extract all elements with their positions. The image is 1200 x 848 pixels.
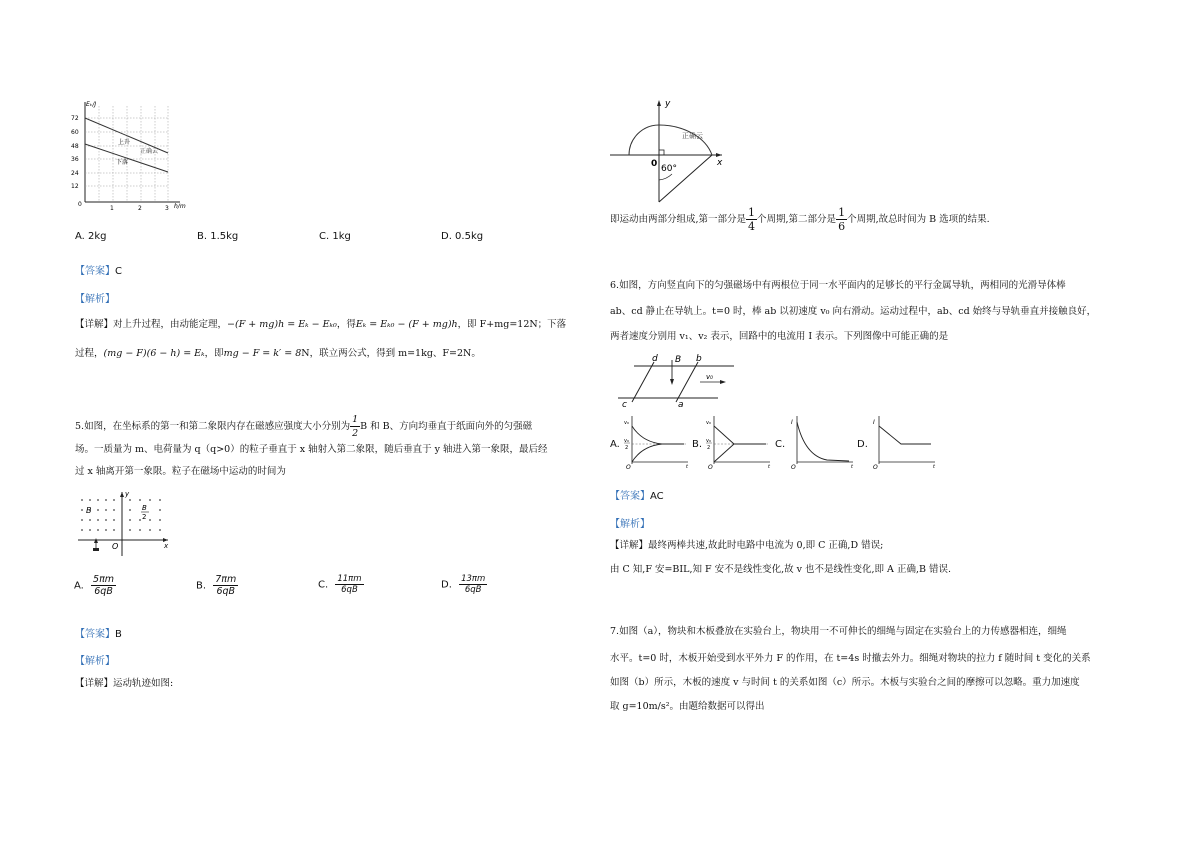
svg-text:2: 2 <box>142 513 147 521</box>
q6-option-d[interactable]: D. <box>857 439 868 450</box>
q5-analysis-tag: 【解析】 <box>75 656 115 667</box>
svg-text:t: t <box>851 464 853 470</box>
q5-option-a[interactable]: A. $\frac{5\pi m}{6qB}$ <box>74 574 115 597</box>
q4-analysis-tag: 【解析】 <box>75 294 115 305</box>
svg-text:O: O <box>112 542 119 551</box>
q4-option-d[interactable]: D. 0.5kg <box>441 231 484 242</box>
q4-option-a[interactable]: A. 2kg <box>75 231 107 242</box>
q6-analysis-tag: 【解析】 <box>610 519 650 530</box>
svg-text:3: 3 <box>165 205 169 212</box>
svg-text:v₀: v₀ <box>624 438 629 444</box>
svg-text:t: t <box>686 464 688 470</box>
answer-tag: 【答案】 <box>610 491 650 502</box>
svg-text:x: x <box>717 158 723 168</box>
q5-answer: B <box>115 629 122 640</box>
answer-tag: 【答案】 <box>75 266 115 277</box>
q4-detail-line-1: 【详解】对上升过程，由动能定理，−(F + mg)h = Eₖ − Eₖ₀，得Eₖ = Eₖ₀ − (F + mg)h，即 F+mg=12N；下落 <box>75 319 567 330</box>
svg-text:b: b <box>696 354 702 364</box>
svg-text:正确云: 正确云 <box>682 132 703 140</box>
q7-stem-line-3: 如图（b）所示，木板的速度 v 与时间 t 的关系如图（c）所示。木板与实验台之间的摩擦可以忽略。重力加速度 <box>610 677 1080 688</box>
q4-watermark: 正确云 <box>140 148 159 155</box>
q4-detail-line-2: 过程，(mg − F)(6 − h) = Eₖ，即mg − F = k′ = 8N，联立两公式，得到 m=1kg、F=2N。 <box>75 348 481 359</box>
svg-text:y: y <box>665 99 671 109</box>
svg-text:v₀: v₀ <box>706 420 711 426</box>
svg-text:I: I <box>873 419 875 426</box>
svg-text:0: 0 <box>651 159 658 169</box>
q4-x-axis-label: h/m <box>174 203 186 210</box>
q4-option-c[interactable]: C. 1kg <box>319 231 351 242</box>
svg-text:24: 24 <box>71 170 79 177</box>
svg-text:60°: 60° <box>661 164 677 174</box>
q7-stem-line-4: 取 g=10m/s²。由题给数据可以得出 <box>610 701 765 712</box>
svg-text:O: O <box>626 464 631 470</box>
q6-answer-line <box>610 487 664 502</box>
svg-text:c: c <box>622 400 627 408</box>
svg-text:O: O <box>708 464 713 470</box>
q5-answer-line <box>75 625 122 640</box>
svg-text:v₀: v₀ <box>706 438 711 444</box>
q5-option-b[interactable]: B. $\frac{7\pi m}{6qB}$ <box>196 574 237 597</box>
svg-text:1: 1 <box>110 205 114 212</box>
q5-trajectory-figure <box>606 96 728 206</box>
q4-up-label: 上升 <box>118 139 131 146</box>
q6-graph-b <box>704 414 772 470</box>
q6-option-a[interactable]: A. <box>610 439 620 450</box>
q6-stem-line-2: ab、cd 静止在导轨上。t=0 时，棒 ab 以初速度 v₀ 向右滑动。运动过程中，ab、cd 始终与导轨垂直并接触良好， <box>610 306 1097 317</box>
q4-down-label: 下落 <box>116 159 129 166</box>
svg-text:y: y <box>125 490 130 498</box>
q4-option-b[interactable]: B. 1.5kg <box>197 231 239 242</box>
q7-stem-line-1: 7.如图（a），物块和木板叠放在实验台上，物块用一不可伸长的细绳与固定在实验台上的力传感器相连，细绳 <box>610 626 1067 637</box>
svg-text:B: B <box>86 506 92 515</box>
svg-text:12: 12 <box>71 183 79 190</box>
q6-option-b[interactable]: B. <box>692 439 703 450</box>
svg-text:t: t <box>768 464 770 470</box>
svg-text:B: B <box>142 504 147 512</box>
svg-text:v₀: v₀ <box>706 373 713 381</box>
svg-text:B: B <box>675 355 682 365</box>
q5-detail-line: 【详解】运动轨迹如图: <box>75 678 174 689</box>
svg-text:2: 2 <box>625 445 629 451</box>
svg-text:x: x <box>164 542 169 550</box>
q5-stem-line-2: 场。一质量为 m、电荷量为 q（q>0）的粒子垂直于 x 轴射入第二象限，随后垂直于 y 轴进入第一象限，最后经 <box>75 444 548 455</box>
svg-text:0: 0 <box>78 201 82 208</box>
svg-text:I: I <box>791 419 793 426</box>
q6-graph-a <box>622 414 690 470</box>
q7-stem-line-2: 水平。t=0 时，木板开始受到水平外力 F 的作用，在 t=4s 时撤去外力。细绳对物块的拉力 f 随时间 t 变化的关系 <box>610 653 1091 664</box>
q6-answer: AC <box>650 491 664 502</box>
svg-text:d: d <box>652 354 658 364</box>
q5-field-figure <box>72 488 172 560</box>
q6-stem-line-3: 两者速度分别用 v₁、v₂ 表示，回路中的电流用 I 表示。下列图像中可能正确的是 <box>610 331 949 342</box>
q6-detail-line-2: 由 C 知,F 安=BIL,知 F 安不是线性变化,故 v 也不是线性变化,即 A 正确,B 错误. <box>610 564 951 575</box>
svg-text:36: 36 <box>71 156 79 163</box>
svg-text:O: O <box>873 464 878 470</box>
q5-option-c[interactable]: C. $\frac{11\pi m}{6qB}$ <box>318 574 362 595</box>
q5-stem-line-3: 过 x 轴离开第一象限。粒子在磁场中运动的时间为 <box>75 466 286 477</box>
svg-text:2: 2 <box>138 205 142 212</box>
answer-tag: 【答案】 <box>75 629 115 640</box>
q6-graph-d <box>869 414 937 470</box>
q5-conclusion: 即运动由两部分组成,第一部分是 $\frac{1}{4}$ 个周期,第二部分是 $\frac{1}{6}$ 个周期,故总时间为 B 选项的结果. <box>610 206 990 233</box>
q5-stem-line-1: 5.如图，在坐标系的第一和第二象限内存在磁感应强度大小分别为 $\frac{1}{2}$ B 和 B、方向均垂直于纸面向外的匀强磁 <box>75 414 533 439</box>
q6-option-c[interactable]: C. <box>775 439 786 450</box>
svg-text:60: 60 <box>71 129 79 136</box>
svg-text:48: 48 <box>71 143 79 150</box>
q6-detail-line-1: 【详解】最终两棒共速,故此时电路中电流为 0,即 C 正确,D 错误; <box>610 540 884 551</box>
q5-option-d[interactable]: D. $\frac{13\pi m}{6qB}$ <box>441 574 486 595</box>
q6-rails-figure <box>614 352 740 408</box>
q6-graph-c <box>787 414 855 470</box>
q4-ek-graph <box>68 96 198 214</box>
svg-text:t: t <box>933 464 935 470</box>
svg-text:72: 72 <box>71 115 79 122</box>
svg-text:v₀: v₀ <box>624 420 629 426</box>
q4-y-axis-label: Eₖ/J <box>86 101 97 108</box>
svg-text:2: 2 <box>707 445 711 451</box>
q4-answer: C <box>115 266 122 277</box>
q4-answer-line <box>75 262 122 277</box>
svg-text:O: O <box>791 464 796 470</box>
q6-stem-line-1: 6.如图，方向竖直向下的匀强磁场中有两根位于同一水平面内的足够长的平行金属导轨，两相同的光滑导体棒 <box>610 280 1066 291</box>
svg-text:a: a <box>678 400 684 408</box>
